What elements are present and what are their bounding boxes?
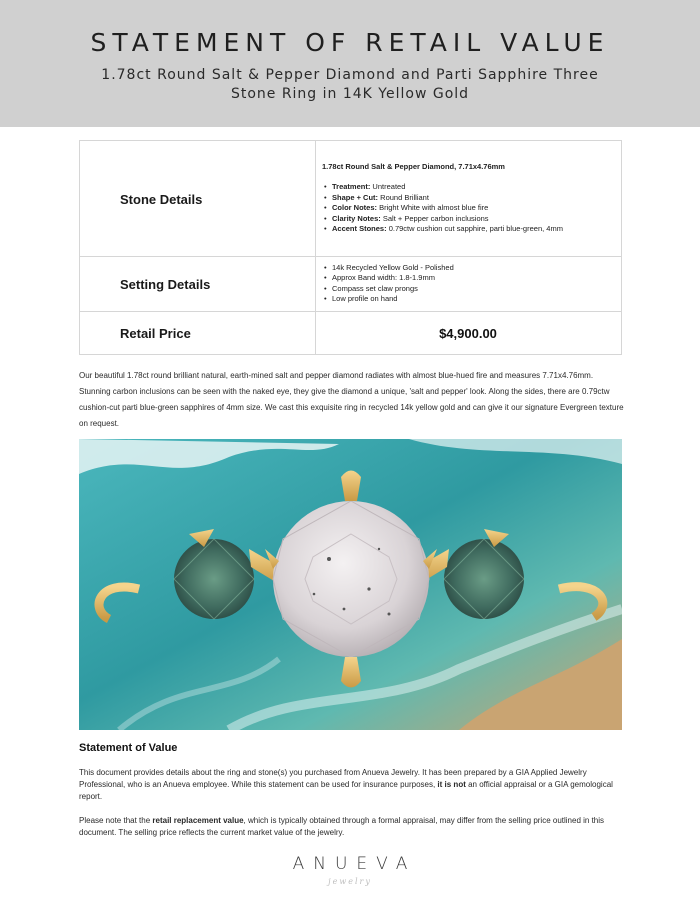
brand-logo: ANUEVA [292,854,417,874]
ring-photo [79,439,622,730]
ring-illustration [79,439,622,730]
statement-paragraph-2: Please note that the retail replacement value, which is typically obtained through a formal appraisal, may differ from the selling price outlined in this document. The selling price reflects the current market value of the jewelry. [79,816,605,837]
page-title: STATEMENT OF RETAIL VALUE [90,28,610,57]
statement-title: Statement of Value [79,742,178,754]
stone-details-content [322,162,613,234]
column-divider [315,257,316,311]
list-item: • Compass set claw prongs [322,284,613,294]
stone-details-label: Stone Details [120,192,203,207]
setting-details-row [80,257,621,312]
list-item: • Accent Stones: 0.79ctw cushion cut sapphire, parti blue-green, 4mm [322,224,613,234]
list-item: • Color Notes: Bright White with almost blue fire [322,203,613,213]
page-subtitle: 1.78ct Round Salt & Pepper Diamond and Parti Sapphire Three Stone Ring in 14K Yellow Gold [101,67,599,102]
retail-price-label: Retail Price [120,326,191,341]
setting-details-content [322,263,613,305]
list-item: • Approx Band width: 1.8-1.9mm [322,273,613,283]
statement-paragraph-1: This document provides details about the ring and stone(s) you purchased from Anueva Jewelry. It has been prepared by a GIA Applied Jewelry Professional, who is an Anueva employee. While this statement can be used for insurance purposes, it is not an official appraisal or a GIA gemological report. [79,768,613,801]
header-banner [0,0,700,127]
details-table [79,140,622,355]
stone-details-list [322,182,613,234]
ring-description: Our beautiful 1.78ct round brilliant natural, earth-mined salt and pepper diamond radiates with almost blue-hued fire and measures 7.71x4.76mm. Stunning carbon inclusions can be seen with the naked eye, they give the diamond a unique, 'salt and pepper' look. Along the sides, there are 0.79ctw cushion-cut parti blue-green sapphires of 4mm size. We cast this exquisite ring in recycled 14k yellow gold and can give it our signature Evergreen texture on request. [79,371,624,428]
retail-price-value: $4,900.00 [439,326,497,341]
stone-details-row [80,141,621,257]
setting-details-list [322,263,613,305]
list-item: • Clarity Notes: Salt + Pepper carbon inclusions [322,214,613,224]
setting-details-label: Setting Details [120,277,211,292]
retail-price-row [80,312,621,354]
list-item: • Shape + Cut: Round Brilliant [322,193,613,203]
brand-logo-subtitle: jewelry [328,877,372,886]
list-item: • Low profile on hand [322,294,613,304]
list-item: • 14k Recycled Yellow Gold - Polished [322,263,613,273]
stone-title: 1.78ct Round Salt & Pepper Diamond, 7.71x4.76mm [322,162,505,171]
list-item: • Treatment: Untreated [322,182,613,192]
column-divider [315,141,316,256]
